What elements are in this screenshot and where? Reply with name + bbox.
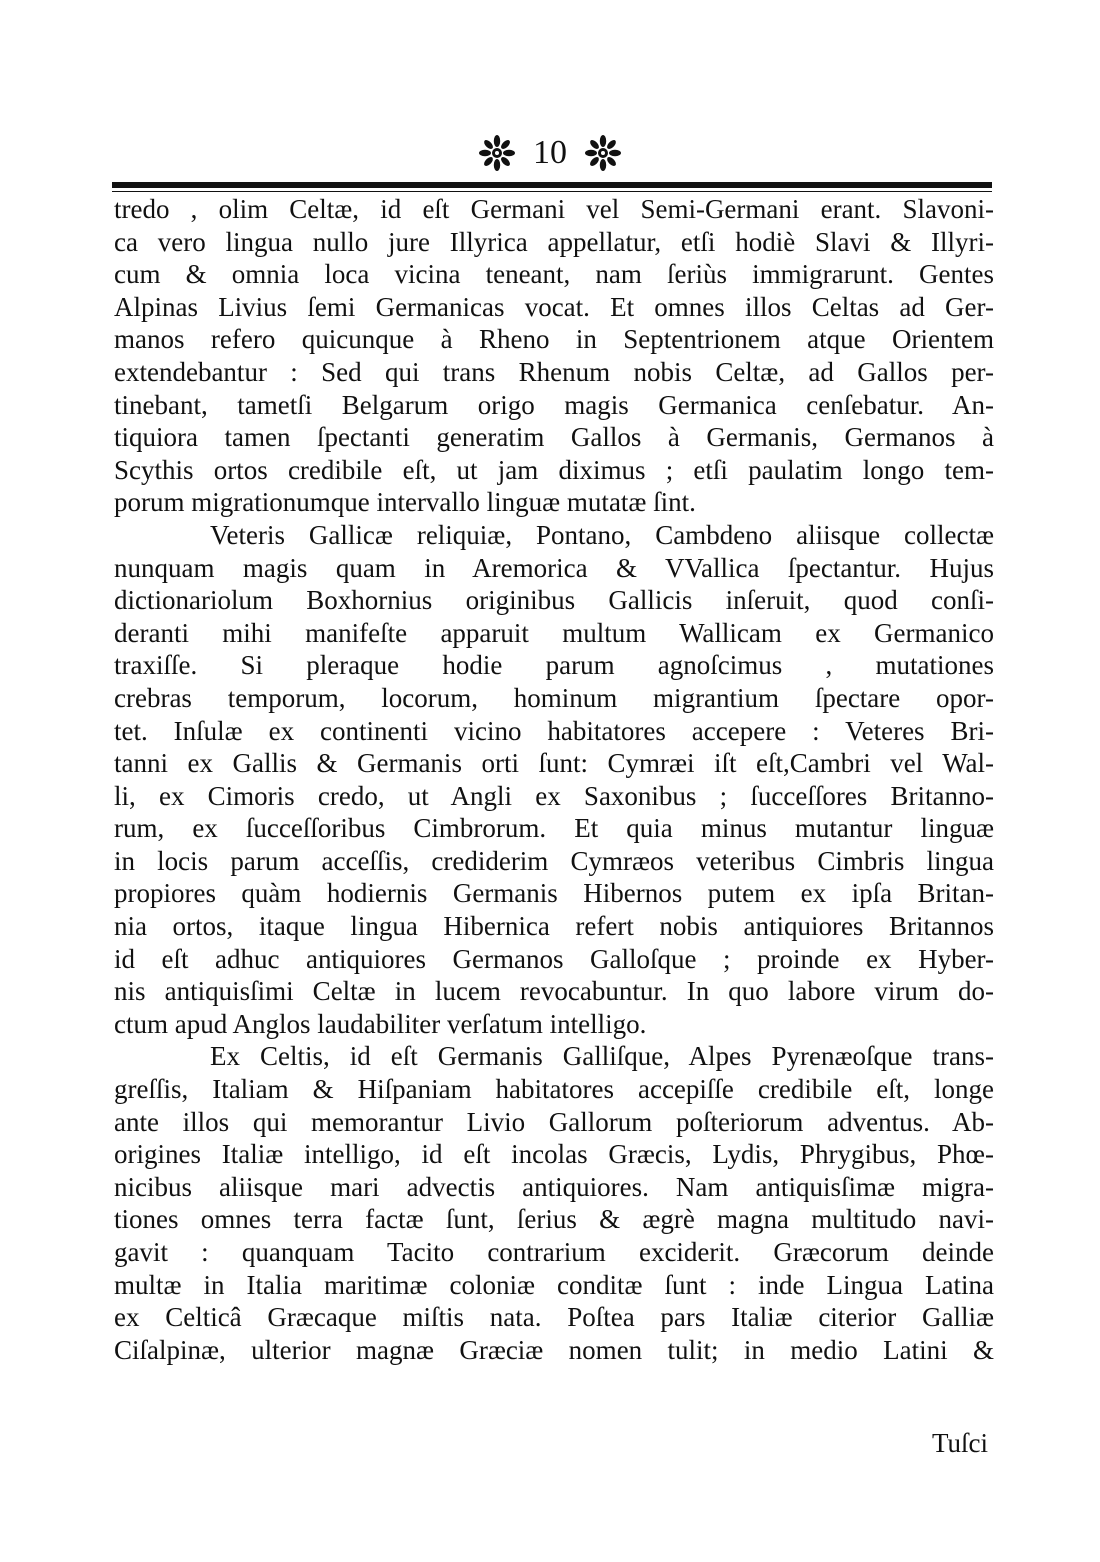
text-line: greſſis, Italiam & Hiſpaniam habitatores accepiſſe credibile eſt, longe [114, 1074, 994, 1105]
text-line: ante illos qui memorantur Livio Gallorum poſteriorum adventus. Ab- [114, 1106, 994, 1137]
paragraph-last-line: porum migrationumque intervallo linguæ mutatæ ſint. [114, 487, 696, 518]
header-rule [112, 182, 992, 188]
text-line: nicibus aliisque mari advectis antiquiores. Nam antiquisſimæ migra- [114, 1171, 994, 1202]
text-line: tet. Inſulæ ex continenti vicino habitatores accepere : Veteres Bri- [114, 715, 994, 746]
paragraph-first-line: Veteris Gallicæ reliquiæ, Pontano, Cambdeno aliisque collectæ [210, 519, 994, 550]
text-line: traxiſſe. Si pleraque hodie parum agnoſcimus , mutationes [114, 650, 994, 681]
text-line: ca vero lingua nullo jure Illyrica appellatur, etſi hodiè Slavi & Illyri- [114, 226, 994, 257]
text-line: deranti mihi manifeſte apparuit multum Wallicam ex Germanico [114, 617, 994, 648]
text-line: tanni ex Gallis & Germanis orti ſunt: Cymræi iſt eſt,Cambri vel Wal- [114, 748, 994, 779]
text-line: Alpinas Livius ſemi Germanicas vocat. Et omnes illos Celtas ad Ger- [114, 291, 994, 322]
fleuron-icon [585, 135, 621, 171]
text-line: rum, ex ſucceſſoribus Cimbrorum. Et quia minus mutantur linguæ [114, 813, 994, 844]
text-line: nis antiquisſimi Celtæ in lucem revocabuntur. In quo labore virum do- [114, 976, 994, 1007]
text-line: crebras temporum, locorum, hominum migrantium ſpectare opor- [114, 682, 994, 713]
paragraph-first-line: Ex Celtis, id eſt Germanis Galliſque, Alpes Pyrenæoſque trans- [210, 1041, 994, 1072]
text-line: nia ortos, itaque lingua Hibernica refert nobis antiquiores Britannos [114, 911, 994, 942]
text-line: extendebantur : Sed qui trans Rhenum nobis Celtæ, ad Gallos per- [114, 356, 994, 387]
text-line: multæ in Italia maritimæ coloniæ conditæ ſunt : inde Lingua Latina [114, 1269, 994, 1300]
text-line: li, ex Cimoris credo, ut Angli ex Saxonibus ; ſucceſſores Britanno- [114, 780, 994, 811]
text-line: propiores quàm hodiernis Germanis Hibernos putem ex ipſa Britan- [114, 878, 994, 909]
text-line: gavit : quanquam Tacito contrarium exciderit. Græcorum deinde [114, 1237, 994, 1267]
text-line: dictionariolum Boxhornius originibus Gallicis inſeruit, quod conſi- [114, 585, 994, 616]
text-line: Ciſalpinæ, ulterior magnæ Græciæ nomen tulit; in medio Latini & [114, 1334, 994, 1365]
text-line: manos refero quicunque à Rheno in Septentrionem atque Orientem [114, 324, 994, 355]
paragraph-last-line: ctum apud Anglos laudabiliter verſatum intelligo. [114, 1008, 647, 1039]
text-line: tredo , olim Celtæ, id eſt Germani vel Semi-Germani erant. Slavoni- [114, 194, 994, 224]
text-line: ex Celticâ Græcaque miſtis nata. Poſtea pars Italiæ citerior Galliæ [114, 1302, 994, 1333]
text-line: Scythis ortos credibile eſt, ut jam diximus ; etſi paulatim longo tem- [114, 454, 994, 485]
page-number: 10 [533, 134, 567, 171]
catchword: Tuſci [931, 1428, 988, 1458]
text-line: tinebant, tametſi Belgarum origo magis Germanica cenſebatur. An- [114, 389, 994, 420]
text-line: in locis parum acceſſis, crediderim Cymræos veteribus Cimbris lingua [114, 845, 994, 876]
body-text [114, 193, 994, 1366]
text-line: tiones omnes terra factæ ſunt, ſerius & ægrè magna multitudo navi- [114, 1204, 994, 1235]
text-line: cum & omnia loca vicina teneant, nam ſeriùs immigrarunt. Gentes [114, 259, 994, 290]
text-line: id eſt adhuc antiquiores Germanos Galloſque ; proinde ex Hyber- [114, 943, 994, 974]
fleuron-icon [479, 135, 515, 171]
page-header [0, 128, 1100, 178]
text-line: nunquam magis quam in Aremorica & VVallica ſpectantur. Hujus [114, 552, 994, 583]
text-line: origines Italiæ intelligo, id eſt incolas Græcis, Lydis, Phrygibus, Phœ- [114, 1139, 994, 1170]
text-line: tiquiora tamen ſpectanti generatim Gallos à Germanis, Germanos à [114, 422, 994, 453]
